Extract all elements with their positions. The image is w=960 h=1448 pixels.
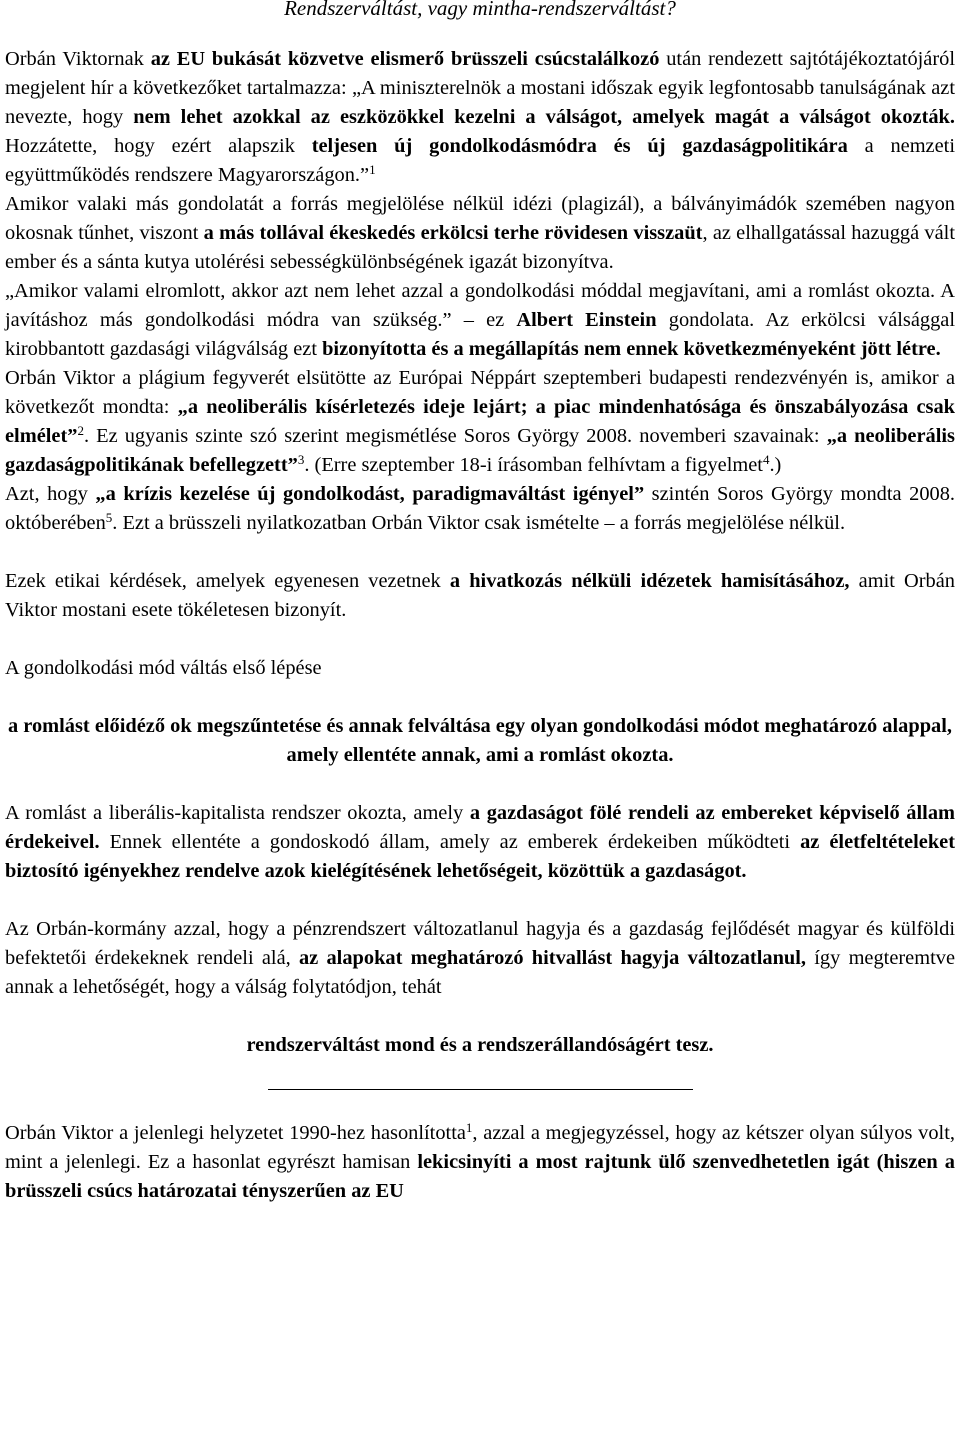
paragraph-government: Az Orbán-kormány azzal, hogy a pénzrendszert változatlanul hagyja és a gazdaság fejlődését magyar és külföldi befektetői érdekeknek rendeli alá, az alapokat meghatározó hitvallást hagyja változatlanul, így megteremtve annak a lehetőségét, hogy a válság folytatódjon, tehát [5,918,956,998]
footnote-ref: 4 [762,452,770,467]
paragraph-1990-comparison: Orbán Viktor a jelenlegi helyzetet 1990-hez hasonlította$^1$, azzal a megjegyzéssel, hogy az kétszer olyan súlyos volt, mint a jelenlegi. Ez a hasonlat egyrészt hamisan lekicsinyíti a most rajtunk ülő szenvedhetetlen igát (hiszen a brüsszeli csúcs határozatai tényszerűen az EU [5,1120,955,1202]
paragraph-einstein: „Amikor valami elromlott, akkor azt nem lehet azzal a gondolkodási móddal megjavítani, ami a romlást okozta. A javításhoz más gondolkodási módra van szükség.” – ez Albert Einstein gondolata. Az erkölcsi válsággal kirobbantott gazdasági világválság ezt bizonyította és a megállapítás nem ennek következményeként jött létre. [5,280,956,360]
paragraph-first-step: A gondolkodási mód váltás első lépése [5,657,322,679]
paragraph-plagiarism: Amikor valaki más gondolatát a forrás megjelölése nélkül idézi (plagizál), a bálványimádók szemében nagyon okosnak tűnhet, viszont a más tollával ékeskedés erkölcsi terhe rövidesen visszaüt, az elhallgatással hazuggá vált ember és a sánta kutya utolérési sebességkülönbségének igazát bizonyítva. [5,193,955,273]
footnote-ref: 1 [465,1120,473,1135]
paragraph-orban-quote: Orbán Viktornak az EU bukását közvetve elismerő brüsszeli csúcstalálkozó után rendezett sajtótájékoztatójáról megjelent hír a következőket tartalmazza: „A miniszterelnök a mostani időszak egyik legfontosabb tanulságának azt nevezte, hogy nem lehet azokkal az eszközökkel kezelni a válságot, amelyek magát a válságot okozták. Hozzátette, hogy ezért alapszik teljesen új gondolkodásmódra és új gazdaságpolitikára a nemzeti együttműködés rendszere Magyarországon.”$^1$ [5,48,955,186]
paragraph-conclusion: rendszerváltást mond és a rendszerállandóságért tesz. [246,1034,714,1056]
footnote-ref: 2 [77,423,84,438]
paragraph-liberal-capitalist: A romlást a liberális-kapitalista rendszer okozta, amely a gazdaságot fölé rendeli az embereket képviselő állam érdekeivel. Ennek ellentéte a gondoskodó állam, amely az emberek érdekeiben működteti az életfeltételeket biztosító igényekhez rendelve azok kielégítésének lehetőségeit, közöttük a gazdaságot. [5,802,955,882]
section-divider [268,1089,693,1090]
paragraph-ethics: Ezek etikai kérdések, amelyek egyenesen vezetnek a hivatkozás nélküli idézetek hamisításához, amit Orbán Viktor mostani esete tökéletesen bizonyít. [5,570,955,621]
footnote-ref: 1 [369,162,376,177]
footnote-ref: 5 [105,510,113,525]
paragraph-crisis: Azt, hogy „a krízis kezelése új gondolkodást, paradigmaváltást igényel” szintén Soros György mondta 2008. októberében$^5$. Ezt a brüsszeli nyilatkozatban Orbán Viktor csak ismételte – a forrás megjelölése nélkül. [5,483,955,534]
document-title: Rendszerváltást, vagy mintha-rendszerváltást? [284,0,676,20]
paragraph-neoliberal: Orbán Viktor a plágium fegyverét elsütötte az Európai Néppárt szeptemberi budapesti rendezvényén is, amikor a következőt mondta: „a neoliberális kísérletezés ideje lejárt; a piac mindenhatósága és önszabályozása csak elmélet”$^2$. Ez ugyanis szinte szó szerint megismétlése Soros György 2008. novemberi szavainak: „a neoliberális gazdaságpolitikának befellegzett”$^3$. (Erre szeptember 18-i írásomban felhívtam a figyelmet$^4$.) [5,367,956,476]
paragraph-centered-statement: a romlást előidéző ok megszűntetése és annak felváltása egy olyan gondolkodási módot meghatározó alappal, amely ellentéte annak, ami a romlást okozta. [7,715,952,766]
footnote-ref: 3 [297,452,305,467]
